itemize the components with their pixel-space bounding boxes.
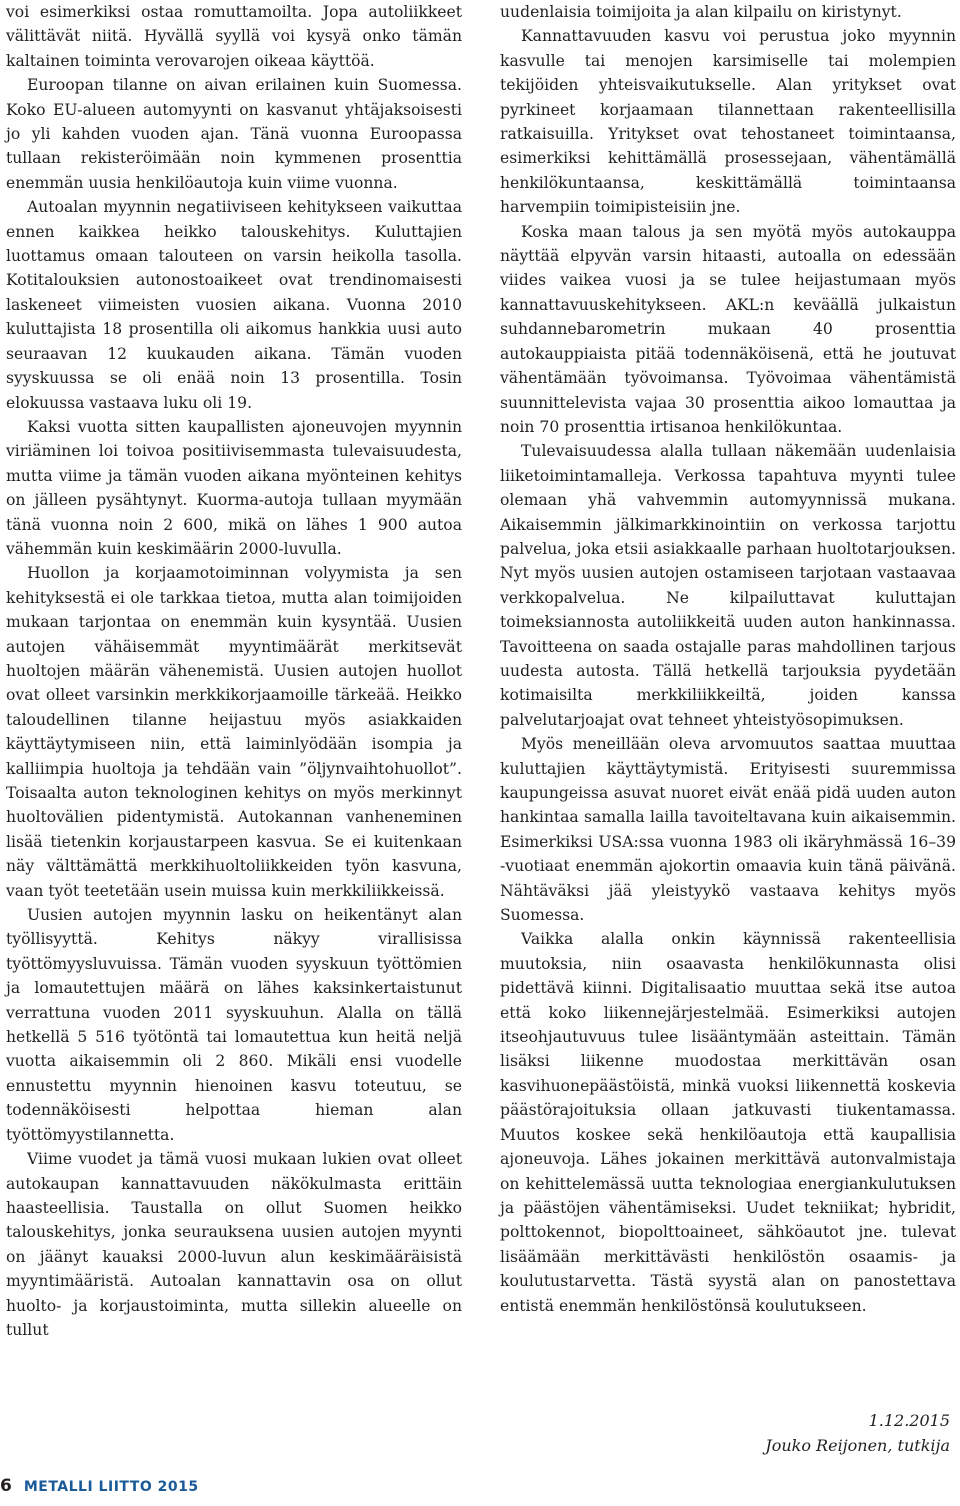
signature-author: Jouko Reijonen, tutkija <box>765 1436 950 1455</box>
right-text-column <box>500 0 956 1318</box>
paragraph: Kannattavuuden kasvu voi perustua joko myynnin kasvulle tai menojen karsimiselle tai molempien tekijöiden yhteisvaikutukselle. Alan yritykset ovat pyrkineet korjaamaan tilannettaan rakenteellisilla ratkaisuilla. Yritykset ovat tehostaneet toimintaansa, esimerkiksi kehittämällä prosessejaan, vähentämällä henkilökuntaansa, keskittämällä toimintaansa harvempiin toimipisteisiin jne. <box>500 27 956 217</box>
paragraph: Tulevaisuudessa alalla tullaan näkemään uudenlaisia liiketoimintamalleja. Verkossa tapahtuva myynti tulee olemaan yhä vahvemmin automyynnissä mukana. Aikaisemmin jälkimarkkinointiin on verkossa tarjottu palvelua, joka etsii asiakkaalle parhaan huoltotarjouksen. Nyt myös uusien autojen ostamiseen tarjotaan vastaavaa verkkopalvelua. Ne kilpailuttavat kuluttajan toimeksiannosta autoliikkeitä uuden auton hankinnassa. Tavoitteena on saada ostajalle paras mahdollinen tarjous uudesta autosta. Tällä hetkellä tarjouksia pyydetään kotimaisilta merkkiliikkeiltä, joiden kanssa palvelutarjoajat ovat tehneet yhteistyösopimuksen. <box>500 442 956 729</box>
paragraph: voi esimerkiksi ostaa romuttamoilta. Jopa autoliikkeet välittävät niitä. Hyvällä syyllä voi kysyä onko tämän kaltainen toiminta verovarojen oikeaa käyttöä. <box>6 3 462 70</box>
signature-block <box>765 1408 950 1458</box>
page-footer <box>0 1476 199 1496</box>
paragraph: uudenlaisia toimijoita ja alan kilpailu on kiristynyt. <box>500 3 902 21</box>
publication-name: METALLI LIITTO 2015 <box>23 1479 199 1495</box>
paragraph: Vaikka alalla onkin käynnissä rakenteellisia muutoksia, niin osaavasta henkilökunnasta olisi pidettävä kiinni. Digitalisaatio muuttaa sekä itse autoa että koko liikennejärjestelmää. Esimerkiksi autojen itseohjautuvuus tulee lisääntymään asteittain. Tämän lisäksi liikenne muodostaa merkittävän osan kasvihuonepäästöistä, minkä vuoksi liikennettä koskevia päästörajoituksia ollaan jatkuvasti tiukentamassa. Muutos koskee sekä henkilöautoja että kaupallisia ajoneuvoja. Lähes jokainen merkittävä autonvalmistaja on kehittelemässä uutta teknologiaa energiankulutuksen ja päästöjen vähentämiseksi. Uudet tekniikat; hybridit, polttokennot, biopolttoaineet, sähköautot jne. tulevat lisäämään merkittävästi henkilöstön osaamis- ja koulutustarvetta. Tästä syystä alan on panostettava entistä enemmän henkilöstönsä koulutukseen. <box>500 930 956 1315</box>
signature-date: 1.12.2015 <box>868 1411 950 1430</box>
page-number: 6 <box>0 1476 12 1496</box>
paragraph: Euroopan tilanne on aivan erilainen kuin Suomessa. Koko EU-alueen automyynti on kasvanut yhtäjaksoisesti jo yli kahden vuoden ajan. Tänä vuonna Euroopassa tullaan rekisteröimään noin kymmenen prosenttia enemmän uusia henkilöautoja kuin viime vuonna. <box>6 76 462 192</box>
paragraph: Huollon ja korjaamotoiminnan volyymista ja sen kehityksestä ei ole tarkkaa tietoa, mutta alan toimijoiden mukaan tarjontaa on enemmän kuin kysyntää. Uusien autojen vähäisemmät myyntimäärät merkitsevät huoltojen määrän vähenemistä. Uusien autojen huollot ovat olleet varsinkin merkkikorjaamoille tärkeää. Heikko taloudellinen tilanne heijastuu myös asiakkaiden käyttäytymiseen niin, että laiminlyödään isompia ja kalliimpia huoltoja ja tehdään vain ”öljynvaihtohuollot”. Toisaalta auton teknologinen kehitys on myös merkinnyt huoltovälien pidentymistä. Autokannan vanheneminen lisää tietenkin korjaustarpeen kasvua. Se ei kuitenkaan näy välttämättä merkkihuoltoliikkeiden työn kasvuna, vaan työt teetetään usein muissa kuin merkkiliikkeissä. <box>6 564 462 900</box>
paragraph: Koska maan talous ja sen myötä myös autokauppa näyttää elpyvän varsin hitaasti, autoalla on edessään viides vaikea vuosi ja se tulee heijastumaan myös kannattavuuskehitykseen. AKL:n keväällä julkaistun suhdannebarometrin mukaan 40 prosenttia autokauppiaista pitää todennäköisenä, että he joutuvat vähentämään työvoimansa. Työvoimaa vähentämistä suunnittelevista vajaa 30 prosenttia aikoo lomauttaa ja noin 70 prosenttia irtisanoa henkilökuntaa. <box>500 222 956 436</box>
paragraph: Myös meneillään oleva arvomuutos saattaa muuttaa kuluttajien käyttäytymistä. Erityisesti suuremmissa kaupungeissa asuvat nuoret eivät enää pidä uuden auton hankintaa samalla lailla tavoiteltavana kuin aikaisemmin. Esimerkiksi USA:ssa vuonna 1983 oli ikäryhmässä 16–39 -vuotiaat enemmän ajokortin omaavia kuin tänä päivänä. Nähtäväksi jää yleistyykö vastaava kehitys myös Suomessa. <box>500 735 956 925</box>
paragraph: Kaksi vuotta sitten kaupallisten ajoneuvojen myynnin viriäminen loi toivoa positiivisemmasta tulevaisuudesta, mutta viime ja tämän vuoden aikana myönteinen kehitys on jälleen pysähtynyt. Kuorma-autoja tullaan myymään tänä vuonna noin 2 600, mikä on lähes 1 900 autoa vähemmän kuin keskimäärin 2000-luvulla. <box>6 417 462 558</box>
left-text-column <box>6 0 462 1342</box>
paragraph: Viime vuodet ja tämä vuosi mukaan lukien ovat olleet autokaupan kannattavuuden näkökulmasta erittäin haasteellisia. Taustalla on ollut Suomen heikko talouskehitys, jonka seurauksena uusien autojen myynti on jäänyt kauaksi 2000-luvun alun keskimääräisistä myyntimääristä. Autoalan kannattavin osa on ollut huolto- ja korjaustoiminta, mutta sillekin alueelle on tullut <box>6 1150 462 1339</box>
paragraph: Autoalan myynnin negatiiviseen kehitykseen vaikuttaa ennen kaikkea heikko talouskehitys. Kuluttajien luottamus omaan talouteen on varsin heikolla tasolla. Kotitalouksien autonostoaikeet ovat trendinomaisesti laskeneet viimeisten vuosien aikana. Vuonna 2010 kuluttajista 18 prosentilla oli aikomus hankkia uusi auto seuraavan 12 kuukauden aikana. Tämän vuoden syyskuussa se oli enää noin 13 prosentilla. Tosin elokuussa vastaava luku oli 19. <box>6 198 462 412</box>
paragraph: Uusien autojen myynnin lasku on heikentänyt alan työllisyyttä. Kehitys näkyy virallisissa työttömyysluvuissa. Tämän vuoden syyskuun työttömien ja lomautettujen määrä on lähes kaksinkertaistunut verrattuna vuoden 2011 syyskuuhun. Alalla on tällä hetkellä 5 516 työtöntä tai lomautettua kun heitä neljä vuotta aikaisemmin oli 2 860. Mikäli ensi vuodelle ennustettu myynnin hienoinen kasvu toteutuu, se todennäköisesti helpottaa hieman alan työttömyystilannetta. <box>6 906 462 1144</box>
